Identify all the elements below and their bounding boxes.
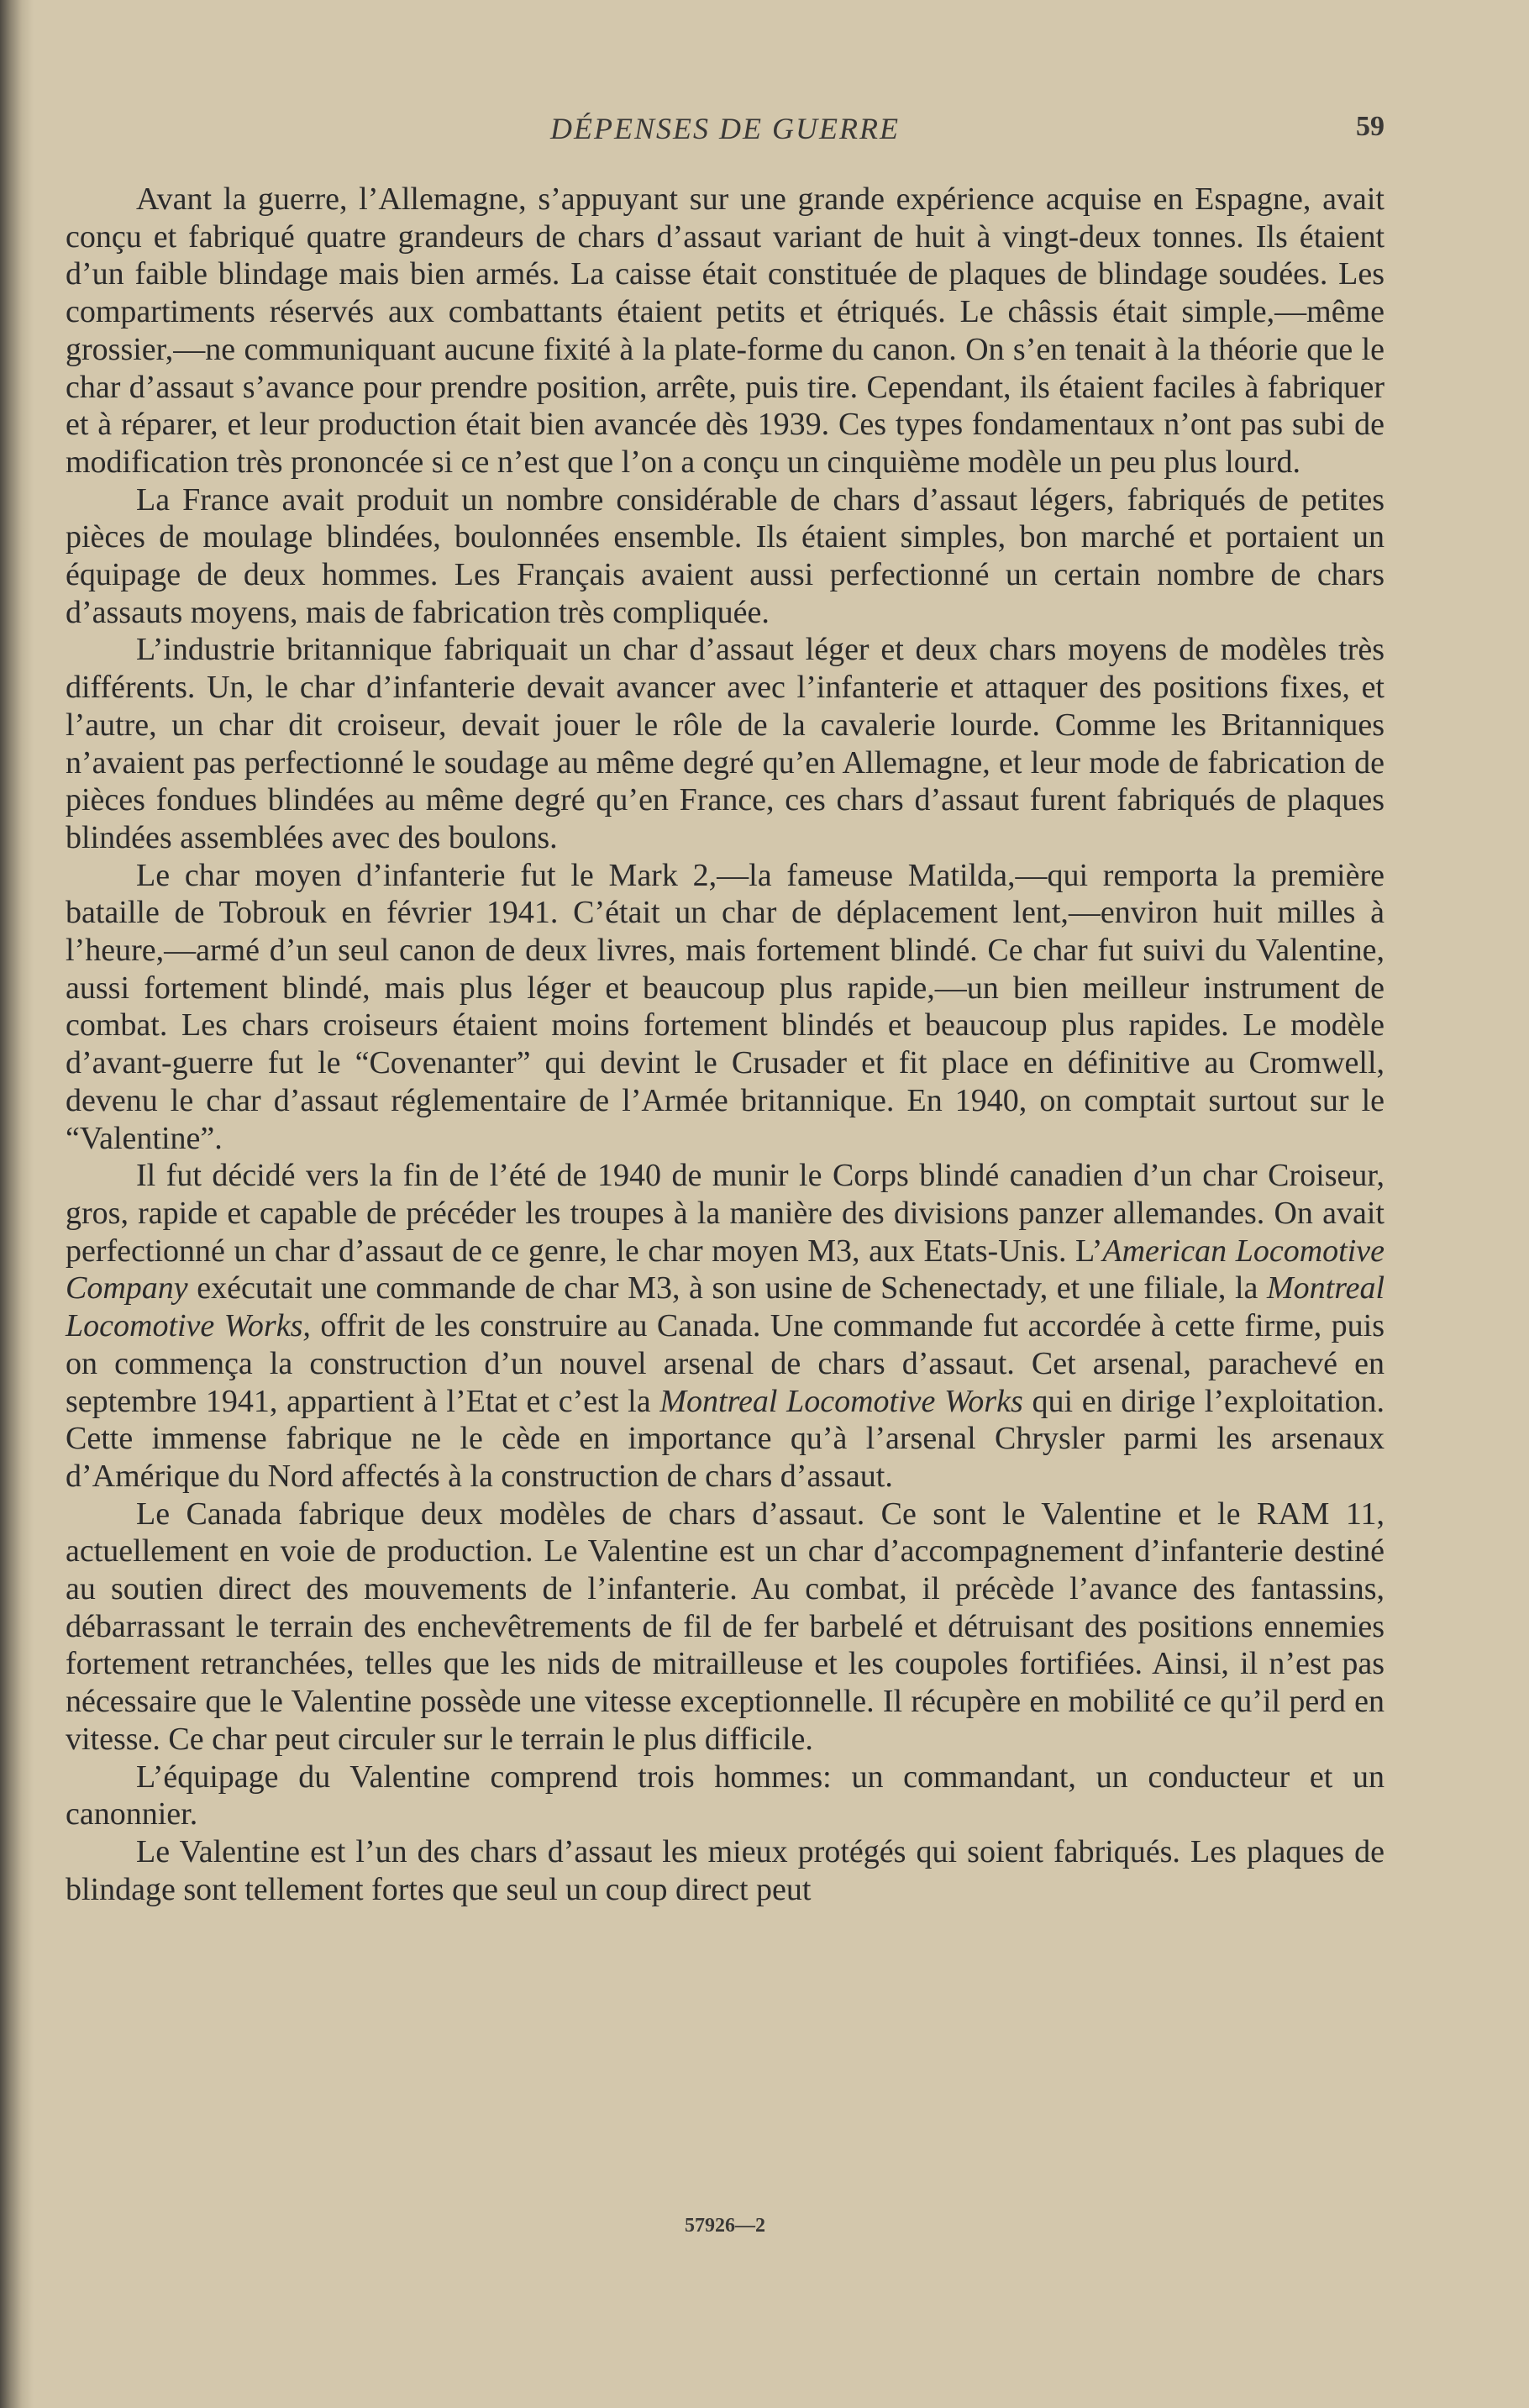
paragraph-britain: L’industrie britannique fabriquait un char d’assaut léger et deux chars moyens de modèles très différents. Un, le char d’infanterie devait avancer avec l’infanterie et attaquer des positions fixes, et l’autre, un char dit croiseur, devait jouer le rôle de la cavalerie lourde. Comme les Britanniques n’avaient pas perfectionné le soudage au même degré qu’en Allemagne, et leur mode de fabrication de pièces fondues blindées au même degré qu’en France, ces chars d’assaut furent fabriqués de plaques blindées assemblées avec des boulons. — [66, 632, 1385, 855]
paragraph-protection: Le Valentine est l’un des chars d’assaut les mieux protégés qui soient fabriqués. Les plaques de blindage sont tellement fortes que seul un coup direct peut — [66, 1833, 1385, 1907]
page-number: 59 — [1356, 111, 1385, 142]
paragraph-canadian-armour — [66, 1157, 1385, 1495]
paragraph-crew: L’équipage du Valentine comprend trois hommes: un commandant, un conducteur et un canonnier. — [66, 1759, 1385, 1832]
binding-edge — [0, 0, 34, 2408]
text-segment: Il fut décidé vers la fin de l’été de 1940 de munir le Corps blindé canadien d’un char Croiseur, gros, rapide et capable de précéder les troupes à la manière des divisions panzer allemandes. On avait perfectionné un char d’assaut de ce genre, le char moyen M3, aux Etats-Unis. L’ — [66, 1158, 1385, 1269]
running-title: DÉPENSES DE GUERRE — [550, 112, 900, 145]
paragraph-germany: Avant la guerre, l’Allemagne, s’appuyant sur une grande expérience acquise en Espagne, avait conçu et fabriqué quatre grandeurs de chars d’assaut variant de huit à vingt-deux tonnes. Ils étaient d’un faible blindage mais bien armés. La caisse était constituée de plaques de blindage soudées. Les compartiments réservés aux combattants étaient petits et étriqués. Le châssis était simple,—même grossier,—ne communiquant aucune fixité à la plate-forme du canon. On s’en tenait à la théorie que le char d’assaut s’avance pour prendre position, arrête, puis tire. Cependant, ils étaient faciles à fabriquer et à réparer, et leur production était bien avancée dès 1939. Ces types fondamentaux n’ont pas subi de modification très prononcée si ce n’est que l’on a conçu un cinquième modèle un peu plus lourd. — [66, 181, 1385, 480]
paragraph-france: La France avait produit un nombre considérable de chars d’assaut légers, fabriqués de petites pièces de moulage blindées, boulonnées ensemble. Ils étaient simples, bon marché et portaient un équipage de deux hommes. Les Français avaient aussi perfectionné un certain nombre de chars d’assauts moyens, mais de fabrication très compliquée. — [66, 481, 1385, 630]
paragraph-matilda: Le char moyen d’infanterie fut le Mark 2,—la fameuse Matilda,—qui remporta la première bataille de Tobrouk en février 1941. C’était un char de déplacement lent,—environ huit milles à l’heure,—armé d’un seul canon de deux livres, mais fortement blindé. Ce char fut suivi du Valentine, aussi fortement blindé, mais plus léger et beaucoup plus rapide,—un bien meilleur instrument de combat. Les chars croiseurs étaient moins fortement blindés et beaucoup plus rapides. Le modèle d’avant-guerre fut le “Covenanter” qui devint le Crusader et fit place en définitive au Cromwell, devenu le char d’assaut réglementaire de l’Armée britannique. En 1940, on comptait surtout sur le “Valentine”. — [66, 857, 1385, 1156]
text-segment: exécutait une commande de char M3, à son usine de Schenectady, et une filiale, la — [187, 1270, 1267, 1307]
company-name: American Locomotive Company — [66, 1233, 1385, 1307]
printer-code: 57926—2 — [685, 2215, 765, 2237]
paragraph-canada-models: Le Canada fabrique deux modèles de chars d’assaut. Ce sont le Valentine et le RAM 11, actuellement en voie de production. Le Valentine est un char d’accompagnement d’infanterie destiné au soutien direct des mouvements de l’infanterie. Au combat, il précède l’avance des fantassins, débarrassant le terrain des enchevêtrements de fil de fer barbelé et détruisant des positions ennemies fortement retranchées, telles que les nids de mitrailleuse et les coupoles fortifiées. Ainsi, il n’est pas nécessaire que le Valentine possède une vitesse exceptionnelle. Il récupère en mobilité ce qu’il perd en vitesse. Ce char peut circuler sur le terrain le plus difficile. — [66, 1496, 1385, 1757]
body-text — [66, 181, 1385, 1908]
company-name: Montreal Locomotive Works, — [66, 1270, 1385, 1344]
company-name: Montreal Locomotive Works — [659, 1383, 1023, 1419]
page-header — [66, 111, 1385, 153]
text-segment: qui en dirige l’exploitation. Cette immense fabrique ne le cède en importance qu’à l’arsenal Chrysler parmi les arsenaux d’Amérique du Nord affectés à la construction de chars d’assaut. — [66, 1383, 1385, 1494]
text-segment: offrit de les construire au Canada. Une commande fut accordée à cette firme, puis on commença la construction d’un nouvel arsenal de chars d’assaut. Cet arsenal, parachevé en septembre 1941, appartient à l’Etat et c’est la — [66, 1308, 1385, 1419]
